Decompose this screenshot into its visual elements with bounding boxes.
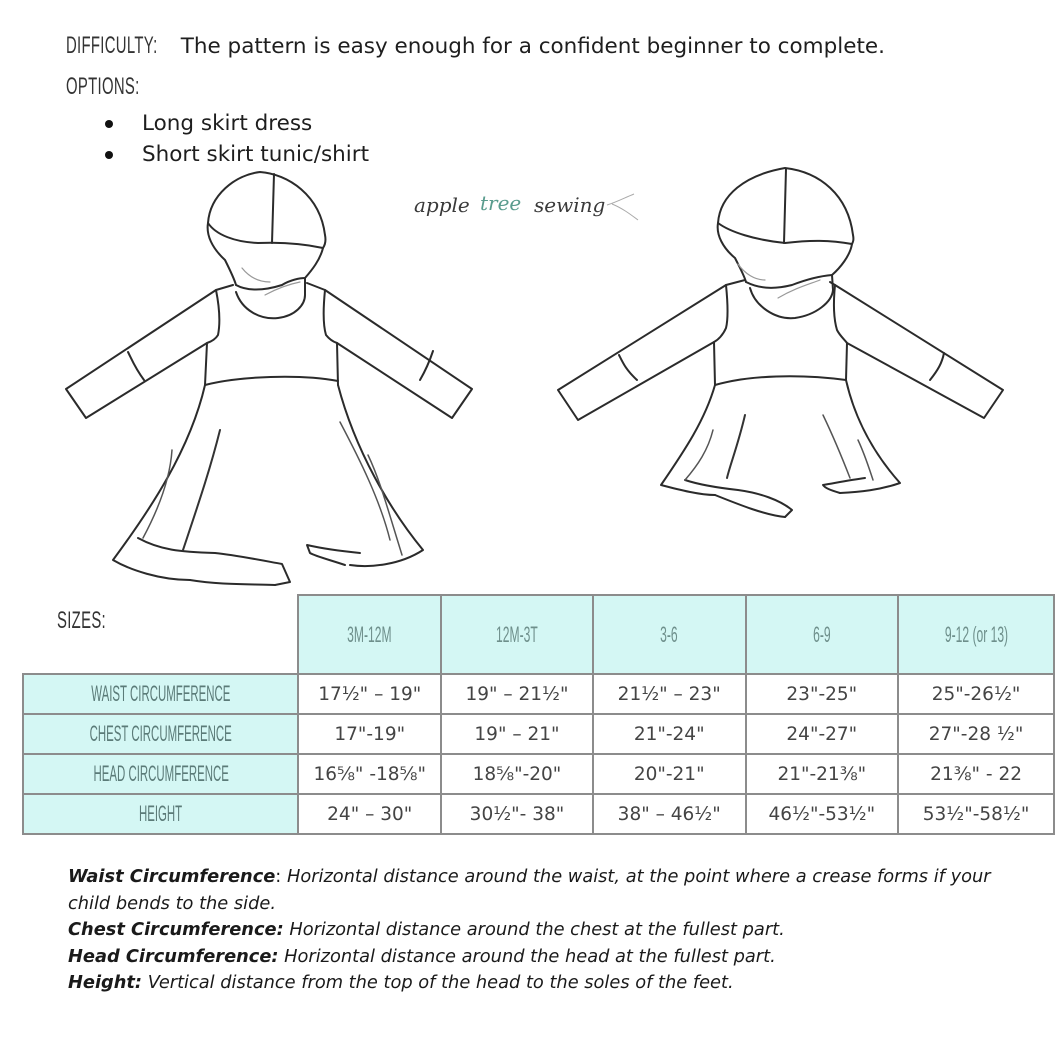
row-header	[23, 674, 298, 714]
definition-head	[68, 944, 1018, 971]
column-header-label: 3M-12M	[347, 621, 392, 647]
column-header	[898, 595, 1054, 674]
column-header	[746, 595, 899, 674]
logo-word-tree: tree	[480, 191, 522, 215]
sizes-table	[22, 594, 1055, 835]
table-cell: 17½" – 19"	[298, 674, 441, 714]
column-header-label: 12M-3T	[496, 621, 538, 647]
table-cell: 20"-21"	[593, 754, 746, 794]
table-cell: 30½"- 38"	[441, 794, 593, 834]
table-cell: 17"-19"	[298, 714, 441, 754]
table-cell: 21"-24"	[593, 714, 746, 754]
logo-word-sewing: sewing	[534, 193, 606, 217]
table-cell: 21⅜" - 22	[898, 754, 1054, 794]
definition-height	[68, 970, 1018, 997]
option-item	[100, 108, 369, 139]
column-header-label: 6-9	[813, 621, 831, 647]
column-header-label: 9-12 (or 13)	[944, 621, 1008, 647]
definition-term: Height:	[68, 972, 143, 993]
table-row	[23, 794, 1054, 834]
definition-term: Chest Circumference:	[68, 919, 284, 940]
definition-chest	[68, 917, 1018, 944]
table-row	[23, 674, 1054, 714]
table-cell: 24"-27"	[746, 714, 899, 754]
logo-word-apple: apple	[414, 193, 470, 217]
row-header	[23, 714, 298, 754]
table-cell: 16⅝" -18⅝"	[298, 754, 441, 794]
options-heading	[66, 72, 185, 101]
row-header-label: HEIGHT	[139, 801, 183, 826]
table-cell: 46½"-53½"	[746, 794, 899, 834]
column-header-label: 3-6	[660, 621, 678, 647]
sizes-label-cell	[23, 595, 298, 674]
row-header-label: WAIST CIRCUMFERENCE	[91, 681, 231, 706]
row-header-label: CHEST CIRCUMFERENCE	[89, 721, 232, 746]
difficulty-text: The pattern is easy enough for a confident beginner to complete.	[180, 34, 885, 59]
short-tunic-illustration	[540, 160, 1040, 560]
table-cell: 25"-26½"	[898, 674, 1054, 714]
definition-term: Waist Circumference	[68, 866, 276, 887]
definition-waist	[68, 864, 1018, 917]
difficulty-label: DIFFICULTY:	[66, 32, 158, 59]
definition-text: Horizontal distance around the head at the fullest part.	[278, 945, 776, 967]
table-cell: 21½" – 23"	[593, 674, 746, 714]
table-cell: 53½"-58½"	[898, 794, 1054, 834]
table-header-row	[23, 595, 1054, 674]
sizes-label: SIZES:	[57, 607, 106, 634]
table-cell: 19" – 21"	[441, 714, 593, 754]
difficulty-line	[66, 32, 885, 60]
table-cell: 24" – 30"	[298, 794, 441, 834]
table-row	[23, 714, 1054, 754]
column-header	[593, 595, 746, 674]
bullet-icon	[105, 151, 113, 159]
bullet-icon	[105, 120, 113, 128]
definition-text: Horizontal distance around the chest at the fullest part.	[283, 919, 785, 940]
definition-sep: :	[275, 866, 282, 887]
table-cell: 19" – 21½"	[441, 674, 593, 714]
row-header	[23, 754, 298, 794]
table-cell: 21"-21⅜"	[746, 754, 899, 794]
table-cell: 27"-28 ½"	[898, 714, 1054, 754]
column-header	[441, 595, 593, 674]
measurement-definitions	[68, 864, 1018, 997]
options-label: OPTIONS:	[66, 73, 140, 100]
definition-term: Head Circumference:	[68, 945, 279, 967]
table-cell: 18⅝"-20"	[441, 754, 593, 794]
table-cell: 23"-25"	[746, 674, 899, 714]
table-row	[23, 754, 1054, 794]
table-cell: 38" – 46½"	[593, 794, 746, 834]
option-label: Long skirt dress	[142, 111, 313, 136]
option-label: Short skirt tunic/shirt	[142, 142, 370, 167]
definition-text: Vertical distance from the top of the head to the soles of the feet.	[142, 972, 734, 993]
row-header-label: HEAD CIRCUMFERENCE	[93, 761, 229, 786]
definition-text: Horizontal distance around the waist, at the point where a crease forms if your child bends to the side.	[68, 866, 991, 914]
row-header	[23, 794, 298, 834]
column-header	[298, 595, 441, 674]
